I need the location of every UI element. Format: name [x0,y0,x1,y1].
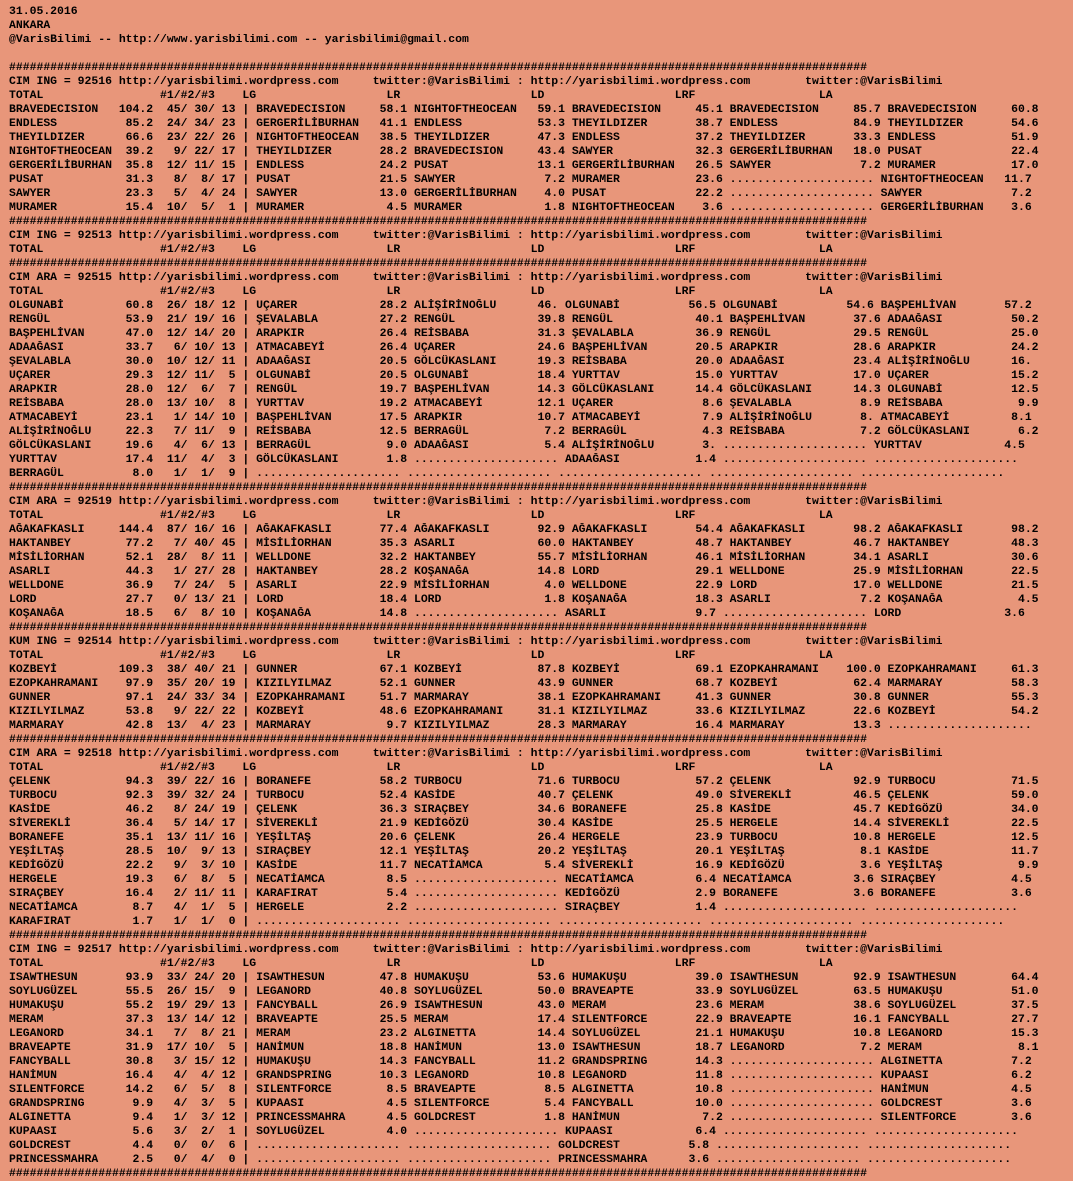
table-row: YEŞİLTAŞ 28.5 10/ 9/ 13 | SIRAÇBEY 12.1 YEŞİLTAŞ 20.2 YEŞİLTAŞ 20.1 YEŞİLTAŞ 8.1 KASİDE 11.7 [9,845,1039,858]
race-title: KUM ING = 92514 http://yarisbilimi.wordpress.com twitter:@VarisBilimi : http://yarisbilimi.wordpress.com twitter:@VarisBilimi [9,635,943,648]
table-row: ŞEVALABLA 30.0 10/ 12/ 11 | ADAAĞASI 20.5 GÖLCÜKASLANI 19.3 REİSBABA 20.0 ADAAĞASI 23.4 ALİŞİRİNOĞLU 16. [9,355,1032,368]
race-title: CIM ING = 92516 http://yarisbilimi.wordpress.com twitter:@VarisBilimi : http://yarisbilimi.wordpress.com twitter:@VarisBilimi [9,75,943,88]
table-row: ISAWTHESUN 93.9 33/ 24/ 20 | ISAWTHESUN 47.8 HUMAKUŞU 53.6 HUMAKUŞU 39.0 ISAWTHESUN 92.9 ISAWTHESUN 64.4 [9,971,1039,984]
table-row: FANCYBALL 30.8 3/ 15/ 12 | HUMAKUŞU 14.3 FANCYBALL 11.2 GRANDSPRING 14.3 ..................... ALGINETTA 7.2 [9,1055,1032,1068]
separator-line: ############################################################################################################################# [9,481,867,494]
table-row: GÖLCÜKASLANI 19.6 4/ 6/ 13 | BERRAGÜL 9.0 ADAAĞASI 5.4 ALİŞİRİNOĞLU 3. ..................... YURTTAV 4.5 [9,439,1025,452]
table-row: KUPAASI 5.6 3/ 2/ 1 | SOYLUGÜZEL 4.0 ..................... KUPAASI 6.4 ..................... ..................... [9,1125,1018,1138]
table-row: ALİŞİRİNOĞLU 22.3 7/ 11/ 9 | REİSBABA 12.5 BERRAGÜL 7.2 BERRAGÜL 4.3 REİSBABA 7.2 GÖLCÜKASLANI 6.2 [9,425,1039,438]
race-title: CIM ARA = 92515 http://yarisbilimi.wordpress.com twitter:@VarisBilimi : http://yarisbilimi.wordpress.com twitter:@VarisBilimi [9,271,943,284]
table-row: BRAVEDECISION 104.2 45/ 30/ 13 | BRAVEDECISION 58.1 NIGHTOFTHEOCEAN 59.1 BRAVEDECISION 45.1 BRAVEDECISION 85.7 BRAVEDECISION 60.8 [9,103,1039,116]
table-row: AĞAKAFKASLI 144.4 87/ 16/ 16 | AĞAKAFKASLI 77.4 AĞAKAFKASLI 92.9 AĞAKAFKASLI 54.4 AĞAKAFKASLI 98.2 AĞAKAFKASLI 98.2 [9,523,1039,536]
column-header: TOTAL #1/#2/#3 LG LR LD LRF LA [9,243,833,256]
table-row: GOLDCREST 4.4 0/ 0/ 6 | ..................... ..................... GOLDCREST 5.8 ..................... ..................... [9,1139,1012,1152]
table-row: HAKTANBEY 77.2 7/ 40/ 45 | MİSİLİORHAN 35.3 ASARLI 60.0 HAKTANBEY 48.7 HAKTANBEY 46.7 HAKTANBEY 48.3 [9,537,1039,550]
contact-line: @VarisBilimi -- http://www.yarisbilimi.com -- yarisbilimi@gmail.com [9,33,469,46]
table-row: THEYILDIZER 66.6 23/ 22/ 26 | NIGHTOFTHEOCEAN 38.5 THEYILDIZER 47.3 ENDLESS 37.2 THEYILDIZER 33.3 ENDLESS 51.9 [9,131,1039,144]
race-title: CIM ING = 92517 http://yarisbilimi.wordpress.com twitter:@VarisBilimi : http://yarisbilimi.wordpress.com twitter:@VarisBilimi [9,943,943,956]
report-date: 31.05.2016 [9,5,78,18]
separator-line: ############################################################################################################################# [9,1167,867,1180]
race-title: CIM ARA = 92519 http://yarisbilimi.wordpress.com twitter:@VarisBilimi : http://yarisbilimi.wordpress.com twitter:@VarisBilimi [9,495,943,508]
table-row: MİSİLİORHAN 52.1 28/ 8/ 11 | WELLDONE 32.2 HAKTANBEY 55.7 MİSİLİORHAN 46.1 MİSİLİORHAN 34.1 ASARLI 30.6 [9,551,1039,564]
table-row: SİVEREKLİ 36.4 5/ 14/ 17 | SİVEREKLİ 21.9 KEDİGÖZÜ 30.4 KASİDE 25.5 HERGELE 14.4 SİVEREKLİ 22.5 [9,817,1039,830]
table-row: RENGÜL 53.9 21/ 19/ 16 | ŞEVALABLA 27.2 RENGÜL 39.8 RENGÜL 40.1 BAŞPEHLİVAN 37.6 ADAAĞASI 50.2 [9,313,1039,326]
column-header: TOTAL #1/#2/#3 LG LR LD LRF LA [9,285,833,298]
table-row: BERRAGÜL 8.0 1/ 1/ 9 | ..................... ..................... ..................... ..................... ..................... [9,467,1005,480]
table-row: GRANDSPRING 9.9 4/ 3/ 5 | KUPAASI 4.5 SILENTFORCE 5.4 FANCYBALL 10.0 ..................... GOLDCREST 3.6 [9,1097,1032,1110]
race-title: CIM ING = 92513 http://yarisbilimi.wordpress.com twitter:@VarisBilimi : http://yarisbilimi.wordpress.com twitter:@VarisBilimi [9,229,943,242]
table-row: TURBOCU 92.3 39/ 32/ 24 | TURBOCU 52.4 KASİDE 40.7 ÇELENK 49.0 SİVEREKLİ 46.5 ÇELENK 59.0 [9,789,1039,802]
table-row: SILENTFORCE 14.2 6/ 5/ 8 | SILENTFORCE 8.5 BRAVEAPTE 8.5 ALGINETTA 10.8 ..................... HANİMUN 4.5 [9,1083,1032,1096]
table-row: HERGELE 19.3 6/ 8/ 5 | NECATİAMCA 8.5 ..................... NECATİAMCA 6.4 NECATİAMCA 3.6 SIRAÇBEY 4.5 [9,873,1032,886]
column-header: TOTAL #1/#2/#3 LG LR LD LRF LA [9,89,833,102]
table-row: HANİMUN 16.4 4/ 4/ 12 | GRANDSPRING 10.3 LEGANORD 10.8 LEGANORD 11.8 ..................... KUPAASI 6.2 [9,1069,1032,1082]
separator-line: ############################################################################################################################# [9,929,867,942]
table-row: BRAVEAPTE 31.9 17/ 10/ 5 | HANİMUN 18.8 HANİMUN 13.0 ISAWTHESUN 18.7 LEGANORD 7.2 MERAM 8.1 [9,1041,1039,1054]
table-row: HUMAKUŞU 55.2 19/ 29/ 13 | FANCYBALL 26.9 ISAWTHESUN 43.0 MERAM 23.6 MERAM 38.6 SOYLUGÜZEL 37.5 [9,999,1039,1012]
table-row: KEDİGÖZÜ 22.2 9/ 3/ 10 | KASİDE 11.7 NECATİAMCA 5.4 SİVEREKLİ 16.9 KEDİGÖZÜ 3.6 YEŞİLTAŞ 9.9 [9,859,1039,872]
table-row: KOŞANAĞA 18.5 6/ 8/ 10 | KOŞANAĞA 14.8 ..................... ASARLI 9.7 ..................... LORD 3.6 [9,607,1025,620]
table-row: ADAAĞASI 33.7 6/ 10/ 13 | ATMACABEYİ 26.4 UÇARER 24.6 BAŞPEHLİVAN 20.5 ARAPKIR 28.6 ARAPKIR 24.2 [9,341,1039,354]
table-row: GUNNER 97.1 24/ 33/ 34 | EZOPKAHRAMANI 51.7 MARMARAY 38.1 EZOPKAHRAMANI 41.3 GUNNER 30.8 GUNNER 55.3 [9,691,1039,704]
table-row: PRINCESSMAHRA 2.5 0/ 4/ 0 | ..................... ..................... PRINCESSMAHRA 3.6 ..................... ..................... [9,1153,1012,1166]
table-row: SOYLUGÜZEL 55.5 26/ 15/ 9 | LEGANORD 40.8 SOYLUGÜZEL 50.0 BRAVEAPTE 33.9 SOYLUGÜZEL 63.5 HUMAKUŞU 51.0 [9,985,1039,998]
separator-line: ############################################################################################################################# [9,257,867,270]
table-row: LEGANORD 34.1 7/ 8/ 21 | MERAM 23.2 ALGINETTA 14.4 SOYLUGÜZEL 21.1 HUMAKUŞU 10.8 LEGANORD 15.3 [9,1027,1039,1040]
table-row: NIGHTOFTHEOCEAN 39.2 9/ 22/ 17 | THEYILDIZER 28.2 BRAVEDECISION 43.4 SAWYER 32.3 GERGERİLİBURHAN 18.0 PUSAT 22.4 [9,145,1039,158]
table-row: KASİDE 46.2 8/ 24/ 19 | ÇELENK 36.3 SIRAÇBEY 34.6 BORANEFE 25.8 KASİDE 45.7 KEDİGÖZÜ 34.0 [9,803,1039,816]
table-row: REİSBABA 28.0 13/ 10/ 8 | YURTTAV 19.2 ATMACABEYİ 12.1 UÇARER 8.6 ŞEVALABLA 8.9 REİSBABA 9.9 [9,397,1039,410]
table-row: LORD 27.7 0/ 13/ 21 | LORD 18.4 LORD 1.8 KOŞANAĞA 18.3 ASARLI 7.2 KOŞANAĞA 4.5 [9,593,1039,606]
blank-line [9,47,1073,61]
column-header: TOTAL #1/#2/#3 LG LR LD LRF LA [9,761,833,774]
table-row: ATMACABEYİ 23.1 1/ 14/ 10 | BAŞPEHLİVAN 17.5 ARAPKIR 10.7 ATMACABEYİ 7.9 ALİŞİRİNOĞLU 8. ATMACABEYİ 8.1 [9,411,1032,424]
table-row: ENDLESS 85.2 24/ 34/ 23 | GERGERİLİBURHAN 41.1 ENDLESS 53.3 THEYILDIZER 38.7 ENDLESS 84.9 THEYILDIZER 54.6 [9,117,1039,130]
table-row: EZOPKAHRAMANI 97.9 35/ 20/ 19 | KIZILYILMAZ 52.1 GUNNER 43.9 GUNNER 68.7 KOZBEYİ 62.4 MARMARAY 58.3 [9,677,1039,690]
separator-line: ############################################################################################################################# [9,61,867,74]
table-row: PUSAT 31.3 8/ 8/ 17 | PUSAT 21.5 SAWYER 7.2 MURAMER 23.6 ..................... NIGHTOFTHEOCEAN 11.7 [9,173,1032,186]
separator-line: ############################################################################################################################# [9,215,867,228]
table-row: SIRAÇBEY 16.4 2/ 11/ 11 | KARAFIRAT 5.4 ..................... KEDİGÖZÜ 2.9 BORANEFE 3.6 BORANEFE 3.6 [9,887,1032,900]
table-row: UÇARER 29.3 12/ 11/ 5 | OLGUNABİ 20.5 OLGUNABİ 18.4 YURTTAV 15.0 YURTTAV 17.0 UÇARER 15.2 [9,369,1039,382]
separator-line: ############################################################################################################################# [9,621,867,634]
race-title: CIM ARA = 92518 http://yarisbilimi.wordpress.com twitter:@VarisBilimi : http://yarisbilimi.wordpress.com twitter:@VarisBilimi [9,747,943,760]
table-row: ARAPKIR 28.0 12/ 6/ 7 | RENGÜL 19.7 BAŞPEHLİVAN 14.3 GÖLCÜKASLANI 14.4 GÖLCÜKASLANI 14.3 OLGUNABİ 12.5 [9,383,1039,396]
table-row: KIZILYILMAZ 53.8 9/ 22/ 22 | KOZBEYİ 48.6 EZOPKAHRAMANI 31.1 KIZILYILMAZ 33.6 KIZILYILMAZ 22.6 KOZBEYİ 54.2 [9,705,1039,718]
table-row: ALGINETTA 9.4 1/ 3/ 12 | PRINCESSMAHRA 4.5 GOLDCREST 1.8 HANİMUN 7.2 ..................... SILENTFORCE 3.6 [9,1111,1032,1124]
separator-line: ############################################################################################################################# [9,733,867,746]
column-header: TOTAL #1/#2/#3 LG LR LD LRF LA [9,957,833,970]
table-row: KOZBEYİ 109.3 38/ 40/ 21 | GUNNER 67.1 KOZBEYİ 87.8 KOZBEYİ 69.1 EZOPKAHRAMANI 100.0 EZOPKAHRAMANI 61.3 [9,663,1039,676]
table-row: GERGERİLİBURHAN 35.8 12/ 11/ 15 | ENDLESS 24.2 PUSAT 13.1 GERGERİLİBURHAN 26.5 SAWYER 7.2 MURAMER 17.0 [9,159,1039,172]
column-header: TOTAL #1/#2/#3 LG LR LD LRF LA [9,649,833,662]
table-row: MURAMER 15.4 10/ 5/ 1 | MURAMER 4.5 MURAMER 1.8 NIGHTOFTHEOCEAN 3.6 ..................... GERGERİLİBURHAN 3.6 [9,201,1032,214]
table-row: KARAFIRAT 1.7 1/ 1/ 0 | ..................... ..................... ..................... ..................... ..................... [9,915,1005,928]
table-row: NECATİAMCA 8.7 4/ 1/ 5 | HERGELE 2.2 ..................... SIRAÇBEY 1.4 ..................... ..................... [9,901,1018,914]
table-row: ÇELENK 94.3 39/ 22/ 16 | BORANEFE 58.2 TURBOCU 71.6 TURBOCU 57.2 ÇELENK 92.9 TURBOCU 71.5 [9,775,1039,788]
table-row: MARMARAY 42.8 13/ 4/ 23 | MARMARAY 9.7 KIZILYILMAZ 28.3 MARMARAY 16.4 MARMARAY 13.3 ..................... [9,719,1032,732]
column-header: TOTAL #1/#2/#3 LG LR LD LRF LA [9,509,833,522]
table-row: SAWYER 23.3 5/ 4/ 24 | SAWYER 13.0 GERGERİLİBURHAN 4.0 PUSAT 22.2 ..................... SAWYER 7.2 [9,187,1032,200]
table-row: ASARLI 44.3 1/ 27/ 28 | HAKTANBEY 28.2 KOŞANAĞA 14.8 LORD 29.1 WELLDONE 25.9 MİSİLİORHAN 22.5 [9,565,1039,578]
table-row: BORANEFE 35.1 13/ 11/ 16 | YEŞİLTAŞ 20.6 ÇELENK 26.4 HERGELE 23.9 TURBOCU 10.8 HERGELE 12.5 [9,831,1039,844]
report-city: ANKARA [9,19,51,32]
table-row: OLGUNABİ 60.8 26/ 18/ 12 | UÇARER 28.2 ALİŞİRİNOĞLU 46. OLGUNABİ 56.5 OLGUNABİ 54.6 BAŞPEHLİVAN 57.2 [9,299,1032,312]
table-row: YURTTAV 17.4 11/ 4/ 3 | GÖLCÜKASLANI 1.8 ..................... ADAAĞASI 1.4 ..................... ..................... [9,453,1018,466]
table-row: WELLDONE 36.9 7/ 24/ 5 | ASARLI 22.9 MİSİLİORHAN 4.0 WELLDONE 22.9 LORD 17.0 WELLDONE 21.5 [9,579,1039,592]
table-row: MERAM 37.3 13/ 14/ 12 | BRAVEAPTE 25.5 MERAM 17.4 SILENTFORCE 22.9 BRAVEAPTE 16.1 FANCYBALL 27.7 [9,1013,1039,1026]
table-row: BAŞPEHLİVAN 47.0 12/ 14/ 20 | ARAPKIR 26.4 REİSBABA 31.3 ŞEVALABLA 36.9 RENGÜL 29.5 RENGÜL 25.0 [9,327,1039,340]
